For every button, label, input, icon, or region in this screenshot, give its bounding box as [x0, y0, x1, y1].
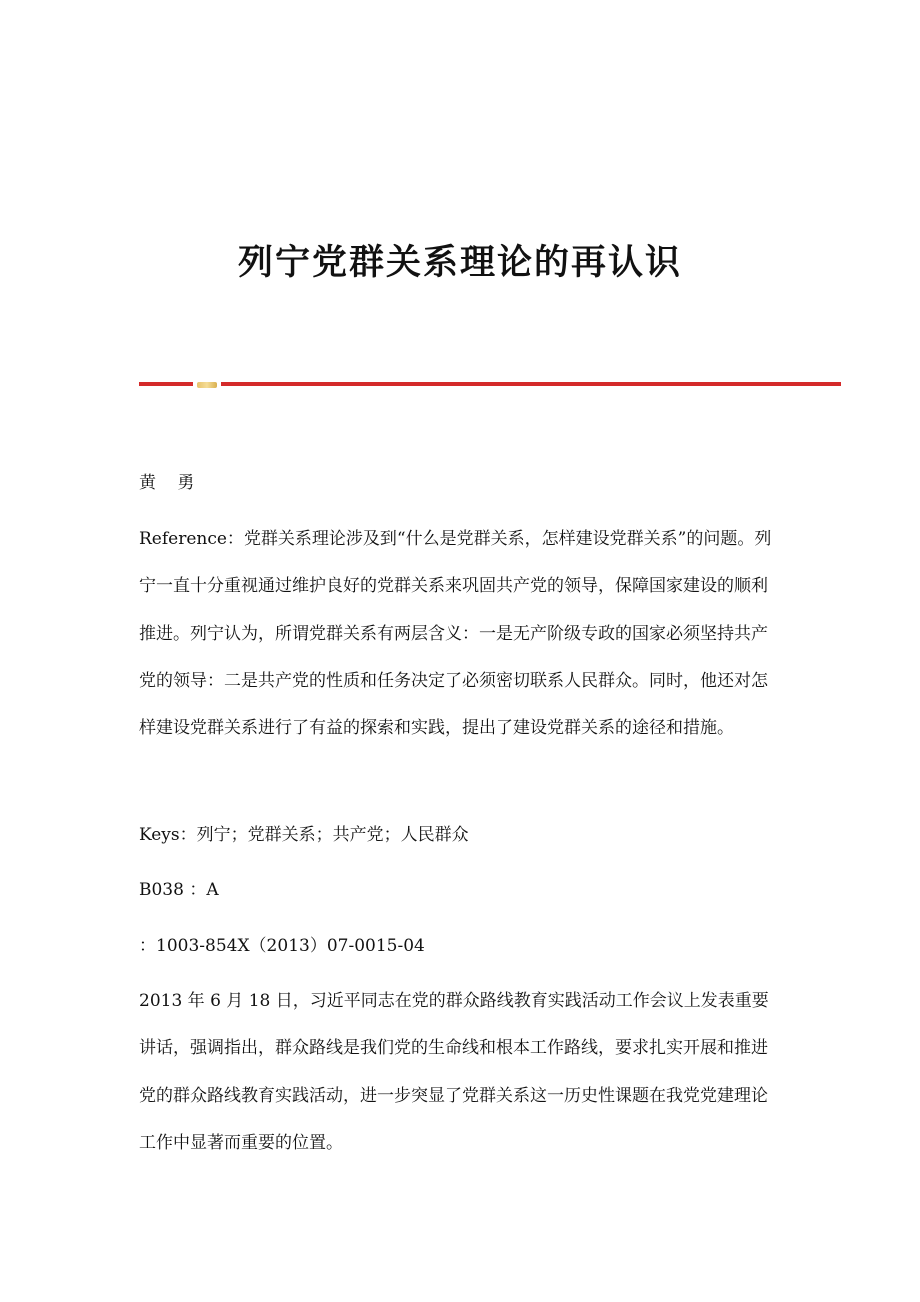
divider-right-segment — [221, 382, 841, 386]
divider-ornament-icon — [197, 382, 217, 388]
keywords-text: 列宁；党群关系；共产党；人民群众 — [196, 825, 469, 845]
author-name: 黄 勇 — [139, 473, 203, 493]
document-title: 列宁党群关系理论的再认识 — [237, 242, 682, 284]
abstract-text: 党群关系理论涉及到“什么是党群关系，怎样建设党群关系”的问题。列宁一直十分重视通过维护良好的党群关系来巩固共产党的领导，保障国家建设的顺利推进。列宁认为，所谓党群关系有两层含义：一是无产阶级专政的国家必须坚持共产党的领导：二是共产党的性质和任务决定了必须密切联系人民群众。同时，他还对怎样建设党群关系进行了有益的探索和实践，提出了建设党群关系的途径和措施。 — [139, 529, 772, 739]
abstract — [139, 516, 784, 752]
abstract-label: Reference： — [139, 529, 244, 549]
title-divider — [139, 380, 841, 388]
issn-line: ：1003-854X（2013）07-0015-04 — [139, 936, 425, 956]
body-paragraph: 2013 年 6 月 18 日，习近平同志在党的群众路线教育实践活动工作会议上发表重要讲话，强调指出，群众路线是我们党的生命线和根本工作路线，要求扎实开展和推进党的群众路线教育实践活动，进一步突显了党群关系这一历史性课题在我党党建理论工作中显著而重要的位置。 — [139, 991, 769, 1153]
keywords — [139, 812, 784, 859]
divider-left-segment — [139, 382, 193, 386]
classification-code: B038 ：A — [139, 880, 219, 900]
keywords-label: Keys： — [139, 825, 197, 845]
